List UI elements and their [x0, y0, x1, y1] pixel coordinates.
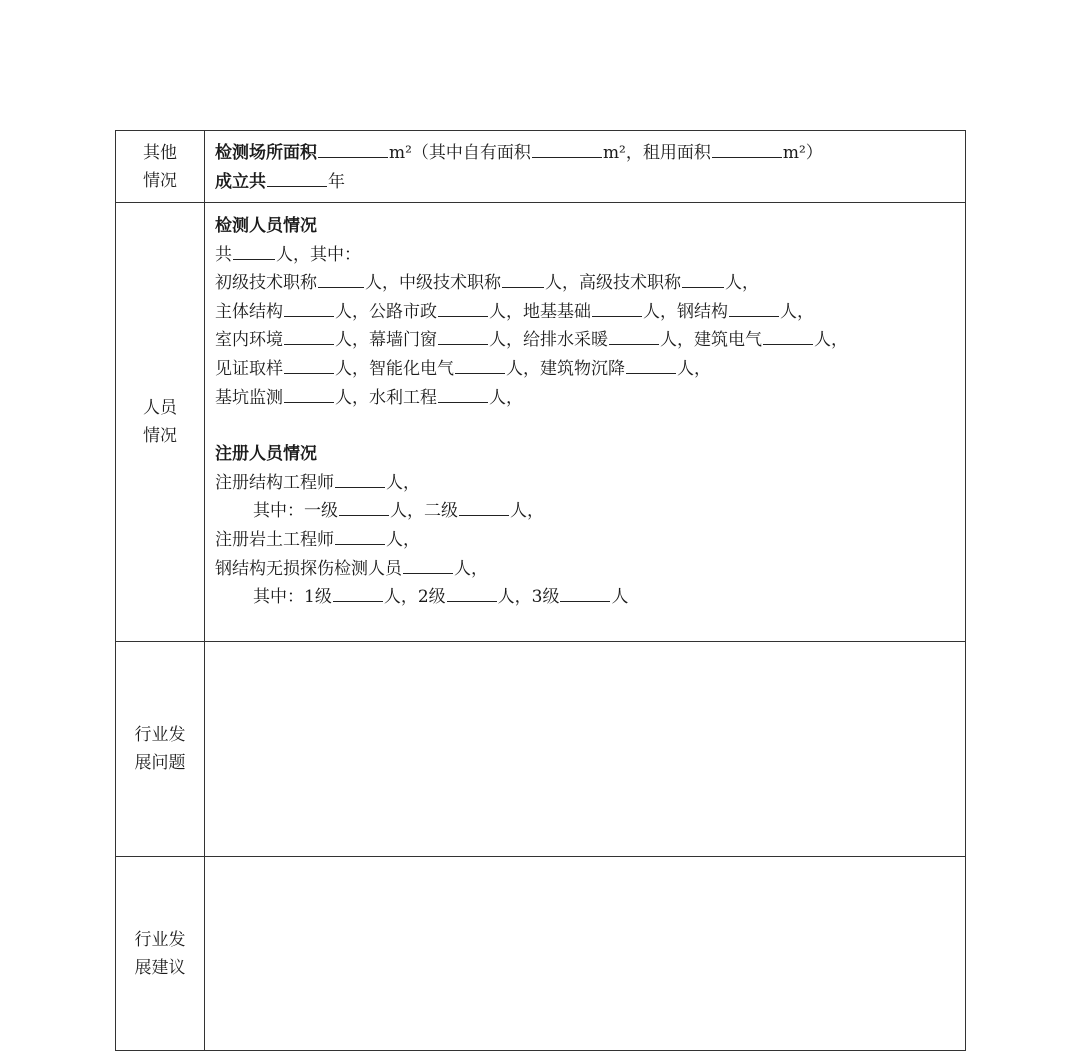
text: 人，: [725, 273, 759, 294]
label-line: 情况: [143, 426, 177, 446]
junior-blank[interactable]: [318, 269, 364, 288]
label-line: 情况: [143, 170, 177, 191]
text: 注册岩土工程师: [215, 529, 334, 550]
text: 其中：1级: [253, 587, 332, 608]
rent-area-blank[interactable]: [712, 139, 782, 158]
text: 人，智能化电气: [335, 358, 454, 379]
label-line: 行业发: [134, 725, 186, 745]
text: 主体结构: [215, 301, 283, 322]
text: 人，水利工程: [335, 387, 437, 408]
blank[interactable]: [403, 555, 453, 574]
text: 人，: [677, 358, 711, 379]
text: 人，建筑电气: [660, 330, 762, 351]
text: 人，建筑物沉降: [506, 358, 625, 379]
total-blank[interactable]: [233, 241, 275, 260]
blank[interactable]: [455, 355, 505, 374]
blank[interactable]: [438, 384, 488, 403]
total-suffix: 人，其中：: [276, 244, 361, 265]
founded-label: 成立共: [215, 171, 266, 192]
label-line: 人员: [143, 398, 177, 418]
label-other-info: [116, 131, 205, 203]
text: 人，: [454, 558, 488, 579]
area-line: [215, 139, 965, 168]
label-line: 展问题: [134, 753, 186, 773]
title-grade-line: [215, 269, 965, 298]
founded-line: [215, 168, 965, 197]
text: 人，: [780, 301, 814, 322]
specialty-line-4: [215, 384, 965, 413]
industry-issues-input[interactable]: [205, 642, 966, 857]
text: 人，钢结构: [643, 301, 728, 322]
row-industry-issues: [116, 642, 966, 857]
blank[interactable]: [459, 497, 509, 516]
specialty-line-3: [215, 355, 965, 384]
text: 其中：一级: [253, 501, 338, 522]
text: 人，公路市政: [335, 301, 437, 322]
reg-structural-line: [215, 469, 965, 498]
text: 见证取样: [215, 358, 283, 379]
middle-blank[interactable]: [502, 269, 544, 288]
blank[interactable]: [333, 583, 383, 602]
senior-blank[interactable]: [682, 269, 724, 288]
text: 人，给排水采暖: [489, 330, 608, 351]
application-form-table: [115, 130, 966, 1051]
blank[interactable]: [609, 326, 659, 345]
text: 人: [611, 587, 629, 608]
label-line: 其他: [143, 142, 177, 163]
content-personnel: [205, 203, 966, 642]
text: 人，: [489, 387, 523, 408]
text: 人，二级: [390, 501, 458, 522]
blank[interactable]: [626, 355, 676, 374]
own-area-blank[interactable]: [532, 139, 602, 158]
blank[interactable]: [447, 583, 497, 602]
blank[interactable]: [284, 355, 334, 374]
reg-structural-grades-line: [215, 497, 965, 526]
blank[interactable]: [284, 326, 334, 345]
specialty-line-1: [215, 298, 965, 327]
own-area-label: m²（其中自有面积: [389, 143, 531, 163]
ndt-staff-line: [215, 555, 965, 584]
label-personnel: [116, 203, 205, 642]
label-industry-issues: [116, 642, 205, 857]
total-area-blank[interactable]: [318, 139, 388, 158]
blank[interactable]: [339, 497, 389, 516]
blank[interactable]: [438, 298, 488, 317]
text: 人，高级技术职称: [545, 273, 681, 294]
text: 人，: [814, 330, 848, 351]
blank[interactable]: [729, 298, 779, 317]
total-staff-line: [215, 241, 965, 270]
row-industry-suggestions: [116, 857, 966, 1051]
blank[interactable]: [560, 583, 610, 602]
text: 钢结构无损探伤检测人员: [215, 558, 402, 579]
specialty-line-2: [215, 326, 965, 355]
ndt-grades-line: [215, 583, 965, 612]
label-line: 行业发: [134, 929, 186, 950]
content-other-info: [205, 131, 966, 203]
blank[interactable]: [438, 326, 488, 345]
text: 人，: [510, 501, 544, 522]
text: 注册结构工程师: [215, 472, 334, 493]
text: 人，2级: [383, 587, 446, 608]
text: 人，地基基础: [489, 301, 591, 322]
text: 基坑监测: [215, 387, 283, 408]
row-other-info: [116, 131, 966, 203]
spacer: [215, 412, 965, 440]
founded-years-blank[interactable]: [267, 168, 327, 187]
blank[interactable]: [592, 298, 642, 317]
blank[interactable]: [284, 384, 334, 403]
registered-staff-title: 注册人员情况: [215, 444, 317, 465]
label-line: 展建议: [134, 957, 186, 978]
label-industry-suggestions: [116, 857, 205, 1051]
founded-unit: 年: [328, 171, 345, 192]
text: 人，: [386, 472, 420, 493]
text: 人，: [386, 529, 420, 550]
blank[interactable]: [284, 298, 334, 317]
blank[interactable]: [335, 469, 385, 488]
rent-area-label: m²，租用面积: [602, 143, 711, 163]
inspect-staff-title: 检测人员情况: [215, 216, 317, 236]
text: 人，3级: [497, 587, 560, 608]
total-label: 共: [215, 244, 232, 265]
text: 人，中级技术职称: [365, 273, 501, 294]
row-personnel: [116, 203, 966, 642]
blank[interactable]: [763, 326, 813, 345]
text: 室内环境: [215, 330, 283, 351]
text: 初级技术职称: [215, 273, 317, 294]
industry-suggestions-input[interactable]: [205, 857, 966, 1051]
area-close: m²）: [782, 143, 823, 163]
area-label: 检测场所面积: [215, 143, 317, 163]
blank[interactable]: [335, 526, 385, 545]
reg-geotech-line: [215, 526, 965, 555]
text: 人，幕墙门窗: [335, 330, 437, 351]
